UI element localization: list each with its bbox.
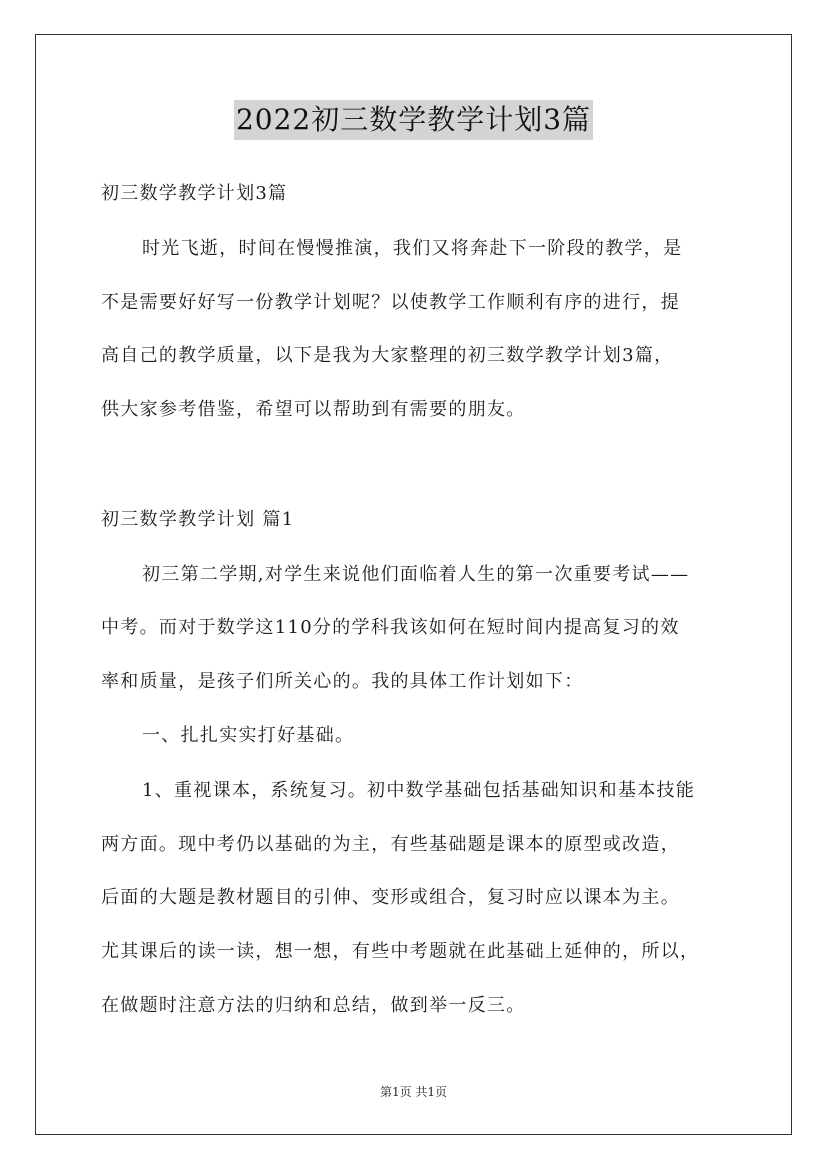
intro-line-4: 供大家参考借鉴，希望可以帮助到有需要的朋友。 xyxy=(101,399,526,420)
item-para-line-5: 在做题时注意方法的归纳和总结，做到举一反三。 xyxy=(101,995,526,1016)
item-para-line-4: 尤其课后的读一读，想一想，有些中考题就在此基础上延伸的，所以， xyxy=(101,941,700,962)
title-container xyxy=(0,100,827,140)
section-para-line-3: 率和质量，是孩子们所关心的。我的具体工作计划如下： xyxy=(101,671,584,692)
intro-line-1: 时光飞逝，时间在慢慢推演，我们又将奔赴下一阶段的教学，是 xyxy=(142,238,683,259)
item-heading: 一、扎扎实实打好基础。 xyxy=(142,725,355,746)
document-subtitle: 初三数学教学计划3篇 xyxy=(101,183,288,204)
item-para-line-3: 后面的大题是教材题目的引伸、变形或组合，复习时应以课本为主。 xyxy=(101,887,680,908)
item-para-line-2: 两方面。现中考仍以基础的为主，有些基础题是课本的原型或改造， xyxy=(101,834,680,855)
page-footer: 第1页 共1页 xyxy=(379,1085,448,1099)
item-para-line-1: 1、重视课本，系统复习。初中数学基础包括基础知识和基本技能 xyxy=(142,780,696,801)
intro-line-3: 高自己的教学质量，以下是我为大家整理的初三数学教学计划3篇， xyxy=(101,345,674,366)
section-heading: 初三数学教学计划 篇1 xyxy=(101,509,295,530)
document-title: 2022初三数学教学计划3篇 xyxy=(234,100,593,140)
section-para-line-1: 初三第二学期,对学生来说他们面临着人生的第一次重要考试—— xyxy=(142,564,690,585)
section-para-line-2: 中考。而对于数学这110分的学科我该如何在短时间内提高复习的效 xyxy=(101,617,680,638)
intro-line-2: 不是需要好好写一份教学计划呢？以使教学工作顺利有序的进行，提 xyxy=(101,292,680,313)
